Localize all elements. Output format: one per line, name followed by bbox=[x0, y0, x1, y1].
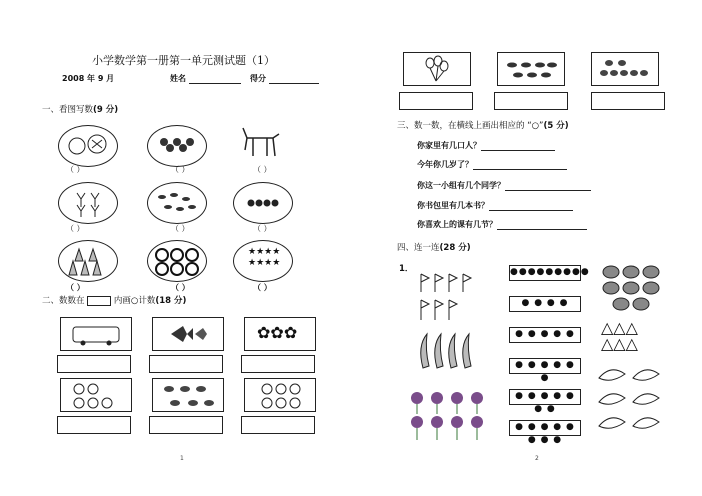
flower-icon: ✿✿✿ bbox=[257, 323, 298, 342]
ball-icon bbox=[148, 241, 206, 281]
dot-box[interactable]: ● ● ● ● ● ● ● bbox=[509, 389, 581, 405]
leaf-cluster-icon bbox=[599, 262, 663, 314]
section-4-heading: 四、连一连(28 分) bbox=[397, 243, 471, 253]
picture-peaches bbox=[244, 378, 316, 412]
fruit-icon bbox=[59, 126, 117, 166]
oval-picture-birds bbox=[147, 182, 207, 224]
answer-paren[interactable]: （ ） bbox=[66, 165, 85, 174]
picture-balloons bbox=[403, 52, 471, 86]
question-2: 今年你几岁了？ bbox=[417, 159, 567, 170]
question-3: 你这一小组有几个同学？ bbox=[417, 180, 591, 191]
question-5: 你喜欢上的课有几节？ bbox=[417, 219, 587, 230]
oval-picture-grapes bbox=[147, 125, 207, 167]
corn-icon bbox=[59, 241, 117, 281]
section-1-heading: 一、看图写数(9 分) bbox=[42, 105, 119, 115]
donkey-icon bbox=[233, 120, 287, 164]
count-box[interactable] bbox=[494, 92, 568, 110]
page-title: 小学数学第一册第一单元测试题（1） bbox=[92, 54, 275, 67]
dot-box[interactable]: ● ● ● ● ● ● ● ● bbox=[509, 420, 581, 436]
apple-icon bbox=[61, 379, 131, 411]
dot-box[interactable]: ● ● ● ● ● bbox=[509, 327, 581, 343]
duck-icon bbox=[592, 53, 658, 85]
picture-flowers bbox=[244, 317, 316, 351]
flag-icon bbox=[413, 270, 483, 326]
donkey-picture bbox=[233, 120, 287, 164]
answer-line[interactable] bbox=[481, 141, 555, 151]
picture-bus bbox=[60, 317, 132, 351]
answer-paren[interactable]: （ ） bbox=[253, 283, 272, 292]
oval-picture-stars bbox=[233, 240, 293, 282]
answer-paren[interactable]: （ ） bbox=[66, 224, 85, 233]
count-box[interactable] bbox=[57, 416, 131, 434]
dot-box[interactable]: ●●●●●●●●● bbox=[509, 265, 581, 281]
answer-line[interactable] bbox=[473, 160, 567, 170]
name-field[interactable] bbox=[189, 74, 241, 84]
bus-icon bbox=[61, 318, 131, 350]
count-box[interactable] bbox=[149, 355, 223, 373]
answer-paren[interactable]: （ ） bbox=[171, 283, 190, 292]
flower-pot-icon bbox=[407, 386, 491, 442]
count-box[interactable] bbox=[591, 92, 665, 110]
banana-icon bbox=[413, 332, 483, 372]
answer-paren[interactable]: （ ） bbox=[66, 283, 85, 292]
score-field[interactable] bbox=[269, 74, 319, 84]
answer-line[interactable] bbox=[489, 201, 573, 211]
answer-line[interactable] bbox=[497, 220, 587, 230]
count-box[interactable] bbox=[149, 416, 223, 434]
page-2 bbox=[351, 0, 702, 496]
page-number: 2 bbox=[535, 455, 539, 462]
picture-fishes bbox=[497, 52, 565, 86]
question-4: 你书包里有几本书？ bbox=[417, 200, 573, 211]
oval-picture-balls bbox=[147, 240, 207, 282]
picture-ducks bbox=[591, 52, 659, 86]
date-label: 2008 年 9 月 bbox=[62, 74, 115, 83]
picture-apples bbox=[60, 378, 132, 412]
picture-fish bbox=[152, 317, 224, 351]
dot-box[interactable]: ● ● ● ● bbox=[509, 296, 581, 312]
answer-paren[interactable]: （ ） bbox=[253, 224, 272, 233]
bead-icon bbox=[234, 183, 292, 223]
dot-box[interactable]: ● ● ● ● ● ● bbox=[509, 358, 581, 374]
bird-icon bbox=[148, 183, 206, 223]
picture-chickens bbox=[152, 378, 224, 412]
inline-box-icon bbox=[87, 296, 111, 306]
answer-paren[interactable]: （ ） bbox=[253, 165, 272, 174]
item-label: 1． bbox=[399, 264, 414, 274]
peach-icon bbox=[245, 379, 315, 411]
balloon-icon bbox=[404, 53, 470, 85]
oval-picture-fruit bbox=[58, 125, 118, 167]
question-1: 你家里有几口人？ bbox=[417, 140, 555, 151]
answer-line[interactable] bbox=[505, 181, 591, 191]
chicken-icon bbox=[153, 379, 223, 411]
count-box[interactable] bbox=[399, 92, 473, 110]
count-box[interactable] bbox=[57, 355, 131, 373]
answer-paren[interactable]: （ ） bbox=[171, 165, 190, 174]
count-box[interactable] bbox=[241, 355, 315, 373]
oval-picture-arrows bbox=[58, 182, 118, 224]
sprout-icon bbox=[59, 183, 117, 223]
oval-picture-corn bbox=[58, 240, 118, 282]
answer-paren[interactable]: （ ） bbox=[171, 224, 190, 233]
score-label: 得分 bbox=[250, 74, 266, 83]
page-number: 1 bbox=[180, 455, 184, 462]
star-icon: ★★★★ ★★★★ bbox=[248, 247, 281, 268]
fish-icon bbox=[153, 318, 223, 350]
section-3-heading: 三、数一数，在横线上画出相应的 “○”(5 分) bbox=[397, 121, 569, 131]
triangle-icon: △△△ △△△ bbox=[601, 318, 638, 353]
leaf-icon bbox=[595, 364, 665, 436]
grapes-icon bbox=[148, 126, 206, 166]
fish-icon bbox=[498, 53, 564, 85]
oval-picture-beads bbox=[233, 182, 293, 224]
count-box[interactable] bbox=[241, 416, 315, 434]
section-2-heading: 二、数数在 内画○计数(18 分) bbox=[42, 296, 187, 306]
name-label: 姓名 bbox=[170, 74, 186, 83]
